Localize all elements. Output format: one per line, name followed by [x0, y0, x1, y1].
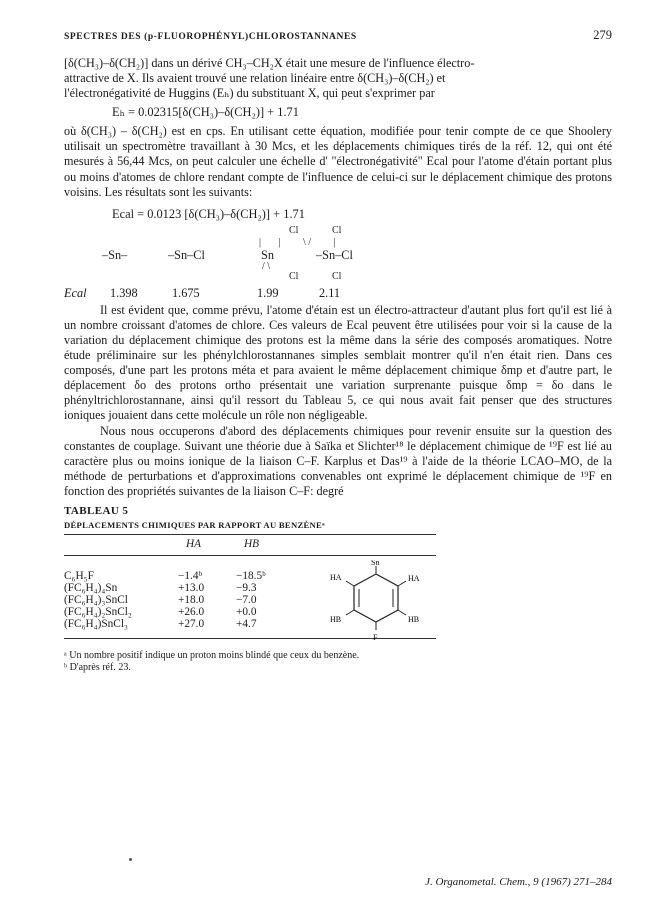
paragraph-4: Nous nous occuperons d'abord des déplacements chimiques pour revenir ensuite sur la question des constantes de couplage. Suivant une théorie due à Saïka et Slichter¹⁸ le déplacement chimique de ¹⁹F est lié au caractère plus ou moins ionique de la liaison C–F. Karplus et Das¹⁹ à l'aide de la théorie LCAO–MO, de la méthode de perturbations et d'approximations convenables ont exprimé le déplacement chimique de ¹⁹F en fonction des propriétés suivantes de la liaison C–F: degré	[64, 423, 612, 498]
ring-label-ha-right: HA	[408, 573, 420, 583]
ring-label-ha-left: HA	[330, 572, 342, 582]
table-5	[64, 534, 436, 642]
structure-3-cl-top: Cl	[289, 224, 299, 236]
table-row-compound: C₆H₅F	[64, 569, 94, 582]
paragraph-1-line-2: attractive de X. Ils avaient trouvé une relation linéaire entre δ(CH₃)–δ(CH₂) et	[64, 71, 446, 86]
ring-label-hb-right: HB	[408, 614, 420, 624]
table-row-ha: +26.0	[178, 605, 205, 618]
ecal-value-3: 1.99	[257, 285, 279, 300]
paragraph-2: où δ(CH₃) – δ(CH₂) est en cps. En utilisant cette équation, modifiée pour tenir compte de ce que Shoolery utilisait un spectromètre travaillant à 30 Mcs, et les déplacements chimiques tirés de la réf. 12, qui ont été mesurés à 56,44 Mcs, on peut calculer une échelle d' "électronégativité" Ecal pour l'atome d'étain portant plus ou moins d'atomes de chlore rendant compte de l'influence de celui-ci sur le déplacement chimique des protons voisins. Les résultats sont les suivants:	[64, 124, 612, 199]
table-row-compound: (FC₆H₄)₂SnCl₂	[64, 605, 132, 618]
journal-citation: J. Organometal. Chem., 9 (1967) 271–284	[425, 876, 612, 888]
equation-ecal: Ecal = 0.0123 [δ(CH₃)–δ(CH₂)] + 1.71	[112, 206, 305, 221]
table-row-compound: (FC₆H₄)SnCl₃	[64, 617, 128, 630]
table-footnotes	[64, 650, 612, 675]
structure-3-cl-bottom: Cl	[289, 270, 299, 282]
bond-glyph: | | \ / |	[259, 236, 336, 248]
table-row-ha: −1.4ᵇ	[178, 569, 202, 582]
structure-1: –Sn–	[102, 247, 128, 262]
paragraph-1-line-1: [δ(CH₃)–δ(CH₂)] dans un dérivé CH₃–CH₂X était une mesure de l'influence électro-	[64, 56, 475, 70]
table-caption: DÉPLACEMENTS CHIMIQUES PAR RAPPORT AU BENZÈNEᵃ	[64, 519, 325, 530]
table-row-compound: (FC₆H₄)₄Sn	[64, 581, 118, 594]
table-title: TABLEAU 5	[64, 504, 129, 517]
paragraph-1-line-3: l'électronégativité de Huggins (Eₕ) du substituant X, qui peut s'exprimer par	[64, 86, 435, 101]
table-row-hb: −9.3	[236, 581, 257, 594]
fluorobenzene-ring-diagram	[326, 560, 426, 644]
ecal-value-1: 1.398	[110, 285, 138, 300]
structure-3: Sn	[261, 247, 274, 262]
footnote-a: ᵃ Un nombre positif indique un proton moins blindé que ceux du benzène.	[64, 649, 360, 661]
running-header	[64, 28, 612, 43]
page	[64, 28, 612, 888]
ecal-row-label: Ecal	[64, 285, 87, 300]
table-row-hb: −7.0	[236, 593, 257, 606]
table-rule-header	[64, 555, 436, 556]
page-number: 279	[593, 28, 612, 42]
ring-label-sn: Sn	[371, 559, 380, 567]
table-row-ha: +13.0	[178, 581, 205, 594]
table-row-hb: −18.5ᵇ	[236, 569, 266, 582]
ecal-value-4: 2.11	[319, 285, 341, 300]
structure-4-cl-top: Cl	[332, 224, 342, 236]
table-row-ha: +27.0	[178, 617, 205, 630]
table-row-hb: +0.0	[236, 605, 257, 618]
structure-4-cl-bottom: Cl	[332, 270, 342, 282]
equation-huggins: Eₕ = 0.02315[δ(CH₃)–δ(CH₂)] + 1.71	[112, 105, 299, 120]
tin-structures	[64, 225, 612, 301]
ring-label-f: F	[373, 632, 378, 642]
structure-4: –Sn–Cl	[316, 247, 353, 262]
ecal-value-2: 1.675	[172, 285, 200, 300]
footnote-b: ᵇ D'après réf. 23.	[64, 662, 131, 674]
column-header-ha: HA	[186, 537, 202, 550]
table-row-ha: +18.0	[178, 593, 205, 606]
paragraph-3: Il est évident que, comme prévu, l'atome d'étain est un électro-attracteur d'autant plus fort qu'il est lié à un nombre croissant d'atomes de chlore. Ces valeurs de Ecal peuvent être utilisées pour voir si la cause de la variation du déplacement chimique des protons est la même dans la série des composés aromatiques. Notre étude préliminaire sur les phénylchlorostannanes simples semblait montrer qu'il n'en était rien. Dans ces composés, d'une part les protons méta et para avaient le même déplacement chimique δmp et d'autre part, le déplacement δo des protons ortho présentait une variation surprenante puisque δmp = δo dans le phényltrichlorostannane, ainsi qu'il ressort du Tableau 5, ce qui nous avait fait penser que des structures ioniques jouaient dans cette molécule un rôle non négligeable.	[64, 302, 612, 423]
table-row-compound: (FC₆H₄)₃SnCl	[64, 593, 128, 606]
page-speck	[129, 858, 132, 861]
structure-2: –Sn–Cl	[168, 247, 205, 262]
ring-label-hb-left: HB	[330, 614, 342, 624]
bond-glyph-lower: / \	[262, 260, 271, 272]
table-rule-top	[64, 534, 436, 535]
column-header-hb: HB	[244, 537, 260, 550]
running-title: SPECTRES DES (p-FLUOROPHÉNYL)CHLOROSTANNANES	[64, 32, 357, 42]
table-row-hb: +4.7	[236, 617, 257, 630]
